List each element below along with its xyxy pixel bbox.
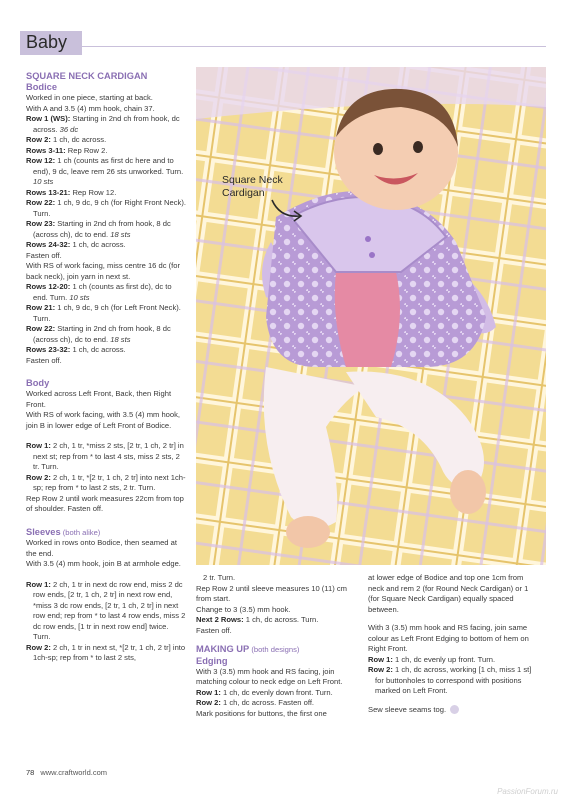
body-line: Rep Row 2 until work measures 22cm from top of shoulder. Fasten off. bbox=[26, 493, 184, 513]
bodice-line: Worked in one piece, starting at back. bbox=[26, 93, 153, 102]
bodice-line: With RS of work facing, miss centre 16 dc (for back neck), join yarn in next st. bbox=[26, 261, 181, 281]
watermark: PassionForum.ru bbox=[497, 787, 558, 796]
annotation-line: Square Neck bbox=[222, 174, 283, 186]
col3-row: Row 2: 1 ch, dc across, working [1 ch, miss 1 st] for buttonholes to correspond with positions marked on Left Front. bbox=[368, 665, 532, 695]
bodice-row: Rows 13-21: Rep Row 12. bbox=[26, 187, 117, 197]
col2-line: Fasten off. bbox=[196, 625, 232, 635]
body-line: Worked across Left Front, Back, then Right Front. bbox=[26, 389, 172, 409]
bodice-line: Fasten off. bbox=[26, 250, 62, 260]
header-divider bbox=[82, 46, 546, 47]
sleeves-heading: Sleeves bbox=[26, 526, 61, 537]
annotation-arrow-icon bbox=[270, 196, 306, 224]
col2-line: Next 2 Rows: 1 ch, dc across. Turn. bbox=[196, 615, 319, 624]
bodice-row: Rows 23-32: 1 ch, dc across. bbox=[26, 345, 126, 354]
bodice-row: Rows 24-32: 1 ch, dc across. bbox=[26, 240, 126, 249]
bodice-row: Row 1 (WS): Starting in 2nd ch from hook, dc across. 36 dc bbox=[26, 114, 180, 134]
col2-line: Rep Row 2 until sleeve measures 10 (11) cm from start. bbox=[196, 583, 347, 603]
section-tab-label: Baby bbox=[26, 32, 68, 52]
col2-line: Change to 3 (3.5) mm hook. bbox=[196, 604, 291, 614]
making-up-heading: MAKING UP bbox=[196, 644, 250, 654]
col3-line: at lower edge of Bodice and top one 1cm from neck and rem 2 (for Round Neck Cardigan) or 1 (for Square Neck Cardigan) equally spaced between. bbox=[368, 573, 529, 614]
baby-photo bbox=[196, 67, 546, 565]
section-tab bbox=[20, 31, 82, 55]
body-line: With RS of work facing, with 3.5 (4) mm hook, join B in lower edge of Left Front of Bodice. bbox=[26, 410, 181, 430]
sleeves-line: Worked in rows onto Bodice, then seamed at the end. bbox=[26, 538, 177, 558]
annotation-line: Cardigan bbox=[222, 187, 265, 199]
edging-line: Row 1: 1 ch, dc evenly down front. Turn. bbox=[196, 687, 333, 697]
bodice-row: Row 22: Starting in 2nd ch from hook, 8 dc (across ch), dc to end. 18 sts bbox=[26, 324, 171, 344]
bodice-row: Row 21: 1 ch, 9 dc, 9 ch (for Left Front Neck). Turn. bbox=[26, 303, 181, 323]
page-number: 78 bbox=[26, 768, 35, 777]
body-heading: Body bbox=[26, 378, 50, 388]
edging-line: Mark positions for buttons, the first one bbox=[196, 708, 327, 718]
edging-heading: Edging bbox=[196, 655, 228, 666]
footer-site: www.craftworld.com bbox=[40, 768, 108, 777]
sleeves-row: Row 1: 2 ch, 1 tr in next dc row end, miss 2 dc row ends, [2 tr, 1 ch, 2 tr] in next row end, *miss 3 dc row ends, [2 tr, 1 ch, 2 tr] in next row end; rep from * to last 4 row ends, miss 2 dc row ends, [1 tr in next row end] twice. Turn. bbox=[26, 579, 186, 641]
page-footer bbox=[26, 768, 107, 777]
sleeves-note: (both alike) bbox=[62, 527, 101, 537]
making-up-note: (both designs) bbox=[251, 645, 300, 654]
bodice-line: With A and 3.5 (4) mm hook, chain 37. bbox=[26, 103, 155, 113]
baby-photo-illustration bbox=[196, 67, 546, 565]
pattern-title: SQUARE NECK CARDIGAN bbox=[26, 71, 148, 81]
body-row: Row 1: 2 ch, 1 tr, *miss 2 sts, [2 tr, 1 ch, 2 tr] in next st; rep from * to last 4 sts, miss 2 sts, 2 tr. Turn. bbox=[26, 441, 184, 471]
bodice-row: Rows 12-20: 1 ch (counts as first dc), dc to end. Turn. 10 sts bbox=[26, 282, 172, 302]
bodice-row: Row 22: 1 ch, 9 dc, 9 ch (for Right Front Neck). Turn. bbox=[26, 198, 186, 218]
right-column bbox=[368, 573, 540, 715]
body-row: Row 2: 2 ch, 1 tr, *[2 tr, 1 ch, 2 tr] into next 1ch- sp; rep from * to last 2 sts, 2 tr. Turn. bbox=[26, 472, 186, 492]
col3-row: Row 1: 1 ch, dc evenly up front. Turn. bbox=[368, 654, 496, 664]
end-mark-icon bbox=[450, 705, 459, 714]
bodice-row: Row 2: 1 ch, dc across. bbox=[26, 135, 107, 144]
bodice-line: Fasten off. bbox=[26, 355, 62, 365]
sleeves-line: With 3.5 (4) mm hook, join B at armhole edge. bbox=[26, 559, 181, 568]
sleeves-row: Row 2: 2 ch, 1 tr in next st, *[2 tr, 1 ch, 2 tr] into 1ch-sp; rep from * to last 2 sts, bbox=[26, 642, 186, 662]
left-column bbox=[26, 71, 186, 664]
middle-column bbox=[196, 573, 358, 719]
edging-line: Row 2: 1 ch, dc across. Fasten off. bbox=[196, 698, 315, 707]
col3-line: Sew sleeve seams tog. bbox=[368, 704, 447, 714]
col2-line: 2 tr. Turn. bbox=[203, 573, 236, 582]
bodice-heading: Bodice bbox=[26, 82, 57, 92]
bodice-row: Rows 3-11: Rep Row 2. bbox=[26, 145, 108, 155]
col3-line: With 3 (3.5) mm hook and RS facing, join same colour as Left Front Edging to bottom of hem on Right Front. bbox=[368, 623, 529, 653]
edging-line: With 3 (3.5) mm hook and RS facing, join matching colour to neck edge on Left Front. bbox=[196, 666, 343, 686]
bodice-row: Row 23: Starting in 2nd ch from hook, 8 dc (across ch), dc to end. 18 sts bbox=[26, 219, 171, 239]
bodice-row: Row 12: 1 ch (counts as first dc here and to end), 9 dc, leave rem 26 sts unworked. Turn. 10 sts bbox=[26, 156, 184, 186]
